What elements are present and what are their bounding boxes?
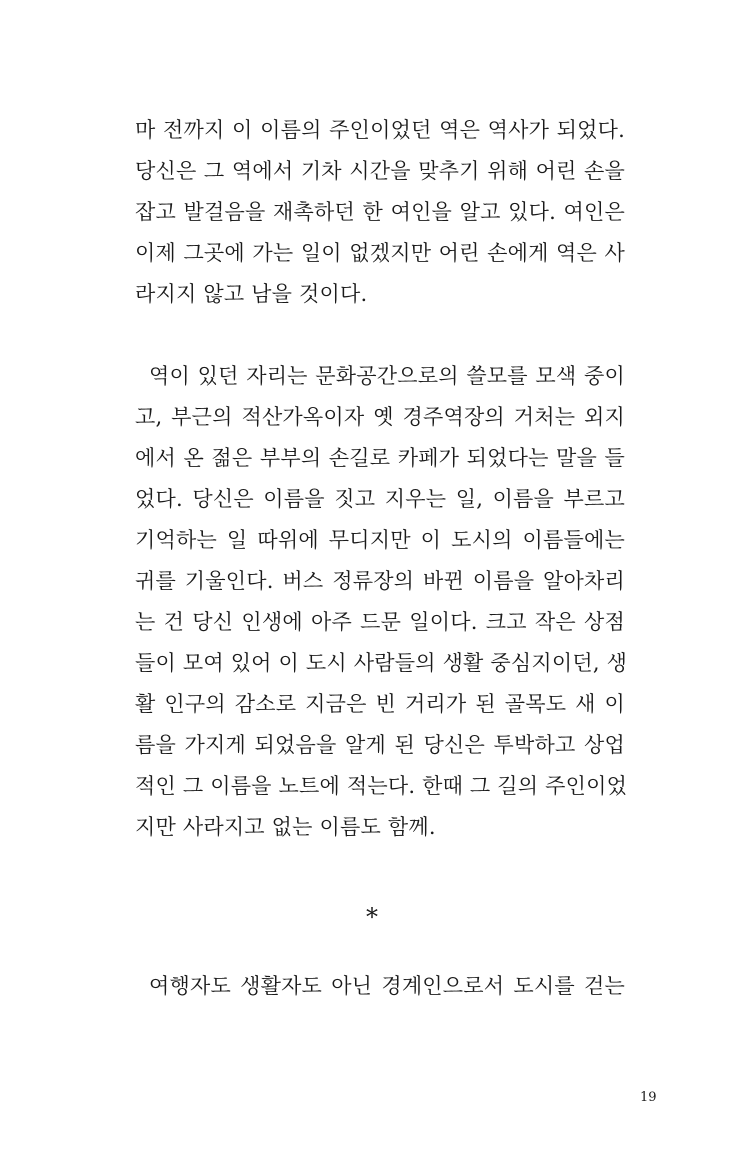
section-separator: *	[366, 903, 378, 931]
text-line: 이제 그곳에 가는 일이 없겠지만 어린 손에게 역은 사	[135, 241, 625, 265]
text-line: 역이 있던 자리는 문화공간으로의 쓸모를 모색 중이	[149, 364, 625, 388]
text-line: 활 인구의 감소로 지금은 빈 거리가 된 골목도 새 이	[135, 692, 625, 716]
text-line: 름을 가지게 되었음을 알게 된 당신은 투박하고 상업	[135, 733, 625, 757]
text-line: 마 전까지 이 이름의 주인이었던 역은 역사가 되었다.	[135, 118, 625, 142]
text-line: 귀를 기울인다. 버스 정류장의 바뀐 이름을 알아차리	[135, 569, 625, 593]
text-line: 에서 온 젊은 부부의 손길로 카페가 되었다는 말을 들	[135, 446, 625, 470]
text-line: 는 건 당신 인생에 아주 드문 일이다. 크고 작은 상점	[135, 610, 625, 634]
text-line: 당신은 그 역에서 기차 시간을 맞추기 위해 어린 손을	[135, 159, 625, 183]
text-line: 적인 그 이름을 노트에 적는다. 한때 그 길의 주인이었	[135, 774, 628, 798]
text-line: 잡고 발걸음을 재촉하던 한 여인을 알고 있다. 여인은	[135, 200, 625, 224]
text-line: 여행자도 생활자도 아닌 경계인으로서 도시를 걷는	[149, 974, 625, 998]
text-line: 기억하는 일 따위에 무디지만 이 도시의 이름들에는	[135, 528, 625, 552]
text-line: 었다. 당신은 이름을 짓고 지우는 일, 이름을 부르고	[135, 487, 625, 511]
text-line: 지만 사라지고 없는 이름도 함께.	[135, 815, 436, 839]
text-line: 고, 부근의 적산가옥이자 옛 경주역장의 거처는 외지	[135, 405, 625, 429]
page-number: 19	[640, 1090, 657, 1105]
text-line: 라지지 않고 남을 것이다.	[135, 282, 368, 306]
text-line: 들이 모여 있어 이 도시 사람들의 생활 중심지이던, 생	[135, 651, 628, 675]
